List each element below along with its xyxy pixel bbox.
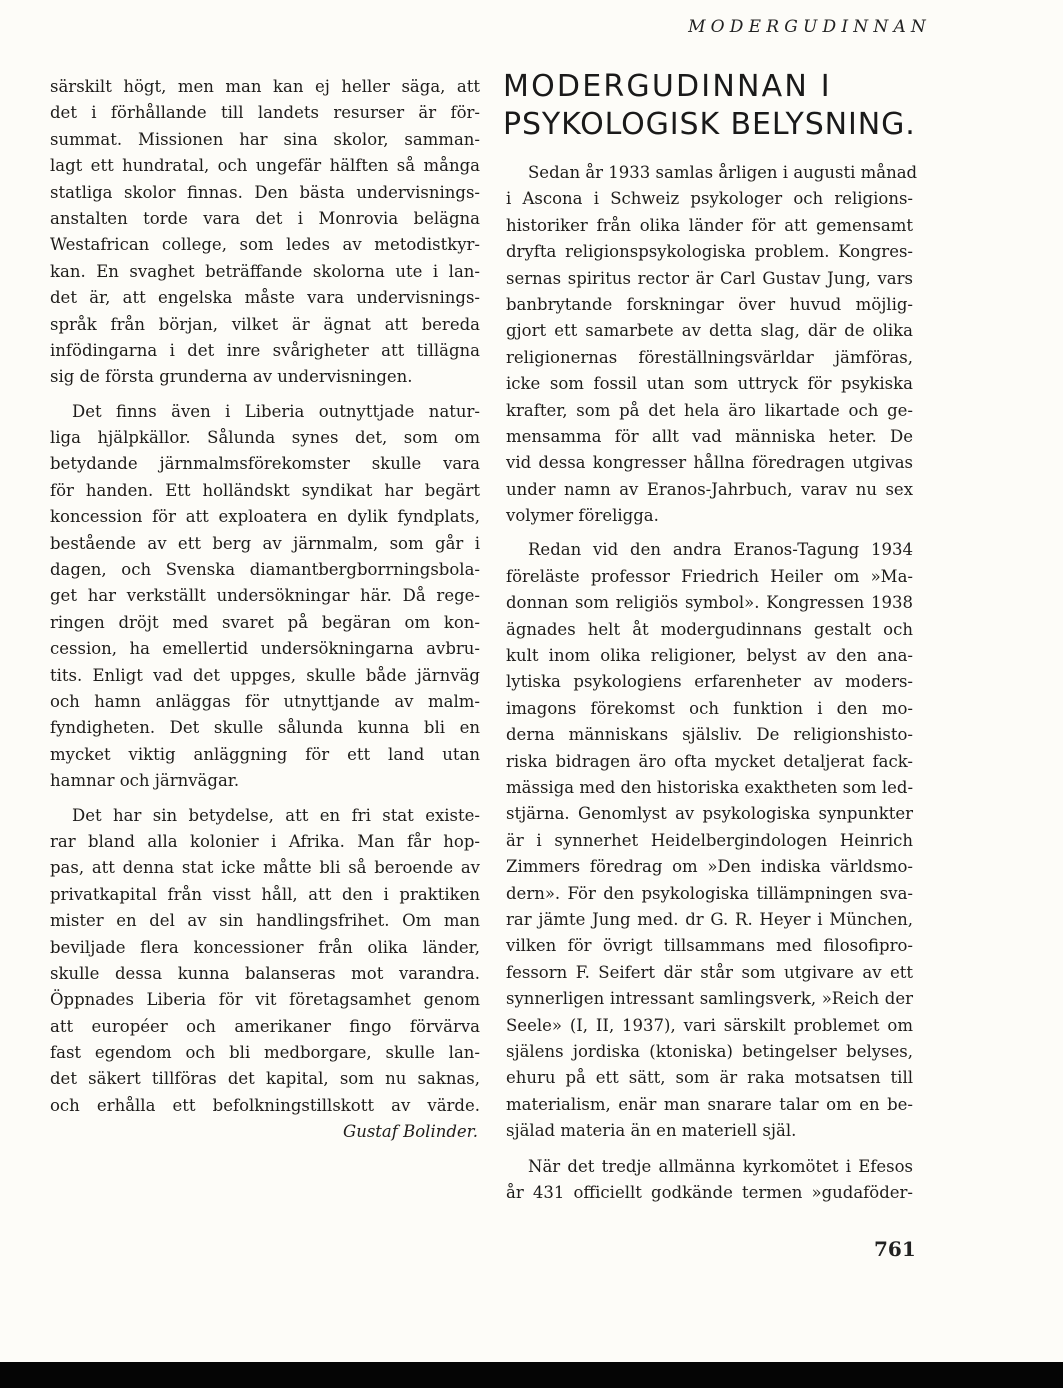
text-line: dagen, och Svenska diamantbergborrningsbola-	[50, 560, 480, 580]
text-line: krafter, som på det hela äro likartade och ge-	[506, 400, 913, 420]
text-line: mensamma för allt vad människa heter. De	[506, 426, 913, 446]
text-line: föreläste professor Friedrich Heiler om »Ma-	[506, 566, 913, 586]
text-line: ägnades helt åt modergudinnans gestalt och	[506, 619, 913, 639]
text-line: När det tredje allmänna kyrkomötet i Efesos	[528, 1157, 913, 1176]
text-line: det är, att engelska måste vara undervisnings-	[50, 288, 480, 308]
text-line: bestående av ett berg av järnmalm, som går i	[50, 533, 480, 553]
text-line: betydande järnmalmsförekomster skulle vara	[50, 454, 480, 474]
text-line: ehuru på ett sätt, som är raka motsatsen till	[506, 1068, 913, 1088]
text-line: är i synnerhet Heidelbergindologen Heinrich	[506, 830, 913, 850]
author-signature: Gustaf Bolinder.	[343, 1122, 478, 1142]
title-line-2: PSYKOLOGISK BELYSNING.	[503, 107, 916, 142]
text-line: mässiga med den historiska exaktheten som led-	[506, 777, 914, 797]
text-line: dern». För den psykologiska tillämpningen sva-	[506, 883, 913, 903]
text-line: derna människans själsliv. De religionshisto-	[506, 725, 913, 745]
text-line: Sedan år 1933 samlas årligen i augusti månad	[528, 163, 918, 182]
text-line: vid dessa kongresser hållna föredragen utgivas	[506, 453, 913, 473]
page-number: 761	[874, 1237, 916, 1261]
running-head: MODERGUDINNAN	[688, 17, 931, 37]
text-line: vilken för övrigt tillsammans med filosofipro-	[506, 936, 913, 956]
text-line: stjärna. Genomlyst av psykologiska synpunkter	[506, 804, 913, 824]
text-line: rar jämte Jung med. dr G. R. Heyer i München,	[506, 909, 913, 929]
text-line: materialism, enär man snarare talar om en be-	[506, 1094, 913, 1114]
text-line: språk från början, vilket är ägnat att bereda	[50, 314, 480, 334]
left-column	[50, 74, 480, 1145]
text-line: och erhålla ett befolkningstillskott av värde.	[50, 1095, 480, 1115]
text-line: beviljade flera koncessioner från olika länder,	[50, 937, 480, 957]
text-line: ringen dröjt med svaret på begäran om kon-	[50, 612, 480, 632]
text-line: imagons förekomst och funktion i den mo-	[506, 698, 913, 718]
text-line: fast egendom och bli medborgare, skulle lan-	[50, 1043, 480, 1063]
text-line: privatkapital från visst håll, att den i praktiken	[50, 884, 480, 904]
right-column	[506, 160, 918, 1144]
text-line: banbrytande forskningar över huvud möjlig-	[506, 294, 913, 314]
text-line: i Ascona i Schweiz psykologer och religions-	[506, 189, 913, 209]
text-line: pas, att denna stat icke måtte bli så beroende av	[50, 858, 480, 878]
article-title	[503, 68, 923, 144]
paragraph	[506, 160, 918, 529]
title-line-1: MODERGUDINNAN I	[503, 69, 832, 104]
text-line: Det finns även i Liberia outnyttjade natur-	[72, 401, 480, 421]
text-line: riska bidragen äro ofta mycket detaljerat fack-	[506, 751, 913, 771]
text-line: historiker från olika länder för att gemensamt	[506, 215, 913, 235]
text-line: summat. Missionen har sina skolor, samman-	[50, 129, 480, 149]
text-line: synnerligen intressant samlingsverk, »Reich der	[506, 989, 913, 1009]
paragraph	[506, 537, 913, 1144]
text-line: religionernas föreställningsvärldar jämföras,	[506, 347, 913, 367]
text-line: volymer föreligga.	[506, 506, 659, 526]
text-line: statliga skolor finnas. Den bästa undervisnings-	[50, 182, 480, 202]
text-line: för handen. Ett holländskt syndikat har begärt	[50, 480, 480, 500]
text-line: mister en del av sin handlingsfrihet. Om man	[50, 911, 480, 931]
text-line: själens jordiska (ktoniska) betingelser belyses,	[506, 1041, 913, 1061]
text-line: och hamn anläggas för utnyttjande av malm-	[50, 691, 480, 711]
text-line: hamnar och järnvägar.	[50, 771, 240, 791]
right-column-continued	[506, 1154, 913, 1207]
text-line: sig de första grunderna av undervisningen.	[50, 367, 413, 387]
text-line: liga hjälpkällor. Sålunda synes det, som om	[50, 428, 480, 448]
text-line: det säkert tillföras det kapital, som nu saknas,	[50, 1069, 480, 1089]
text-line: fyndigheten. Det skulle sålunda kunna bli en	[50, 718, 480, 738]
text-line: år 431 officiellt godkände termen »gudaföder-	[506, 1183, 913, 1203]
text-line: rar bland alla kolonier i Afrika. Man får hop-	[50, 831, 480, 851]
text-line: särskilt högt, men man kan ej heller säga, att	[50, 77, 480, 96]
text-line: Zimmers föredrag om »Den indiska världsmo-	[506, 857, 913, 877]
text-line: donnan som religiös symbol». Kongressen 1938	[506, 593, 913, 613]
text-line: anstalten torde vara det i Monrovia belägna	[50, 208, 480, 228]
text-line: själad materia än en materiell själ.	[506, 1121, 797, 1141]
text-line: tits. Enligt vad det uppges, skulle både järnväg	[50, 665, 480, 685]
text-line: lagt ett hundratal, och ungefär hälften så många	[50, 156, 480, 176]
text-line: icke som fossil utan som uttryck för psykiska	[506, 374, 913, 394]
text-line: kan. En svaghet beträffande skolorna ute i lan-	[50, 261, 480, 281]
paragraph	[506, 1154, 913, 1207]
text-line: fessorn F. Seifert där står som utgivare av ett	[506, 962, 913, 982]
text-line: det i förhållande till landets resurser är för-	[50, 103, 480, 123]
text-line: get har verkställt undersökningar här. Då rege-	[50, 586, 480, 606]
text-line: kult inom olika religioner, belyst av den ana-	[506, 646, 913, 666]
text-line: lytiska psykologiens erfarenheter av moders-	[506, 672, 913, 692]
text-line: infödingarna i det inre svårigheter att tillägna	[50, 340, 480, 360]
text-line: cession, ha emellertid undersökningarna avbru-	[50, 639, 480, 659]
paragraph	[50, 803, 480, 1120]
paragraph	[50, 399, 480, 795]
text-line: Redan vid den andra Eranos-Tagung 1934	[528, 540, 913, 560]
text-line: dryfta religionspsykologiska problem. Kongres-	[506, 242, 913, 262]
text-line: Seele» (I, II, 1937), vari särskilt problemet om	[506, 1015, 913, 1035]
text-line: Öppnades Liberia för vit företagsamhet genom	[50, 990, 480, 1010]
paragraph	[50, 74, 480, 391]
text-line: att européer och amerikaner fingo förvärva	[50, 1016, 480, 1036]
text-line: Westafrican college, som ledes av metodistkyr-	[50, 235, 480, 255]
text-line: koncession för att exploatera en dylik fyndplats,	[50, 507, 480, 527]
scan-border	[0, 1362, 1063, 1388]
text-line: gjort ett samarbete av detta slag, där de olika	[506, 321, 913, 341]
text-line: under namn av Eranos-Jahrbuch, varav nu sex	[506, 479, 913, 499]
text-line: skulle dessa kunna balanseras mot varandra.	[50, 963, 480, 983]
text-line: Det har sin betydelse, att en fri stat existe-	[72, 805, 480, 825]
text-line: mycket viktig anläggning för ett land utan	[50, 744, 480, 764]
text-line: sernas spiritus rector är Carl Gustav Jung, vars	[506, 268, 913, 288]
